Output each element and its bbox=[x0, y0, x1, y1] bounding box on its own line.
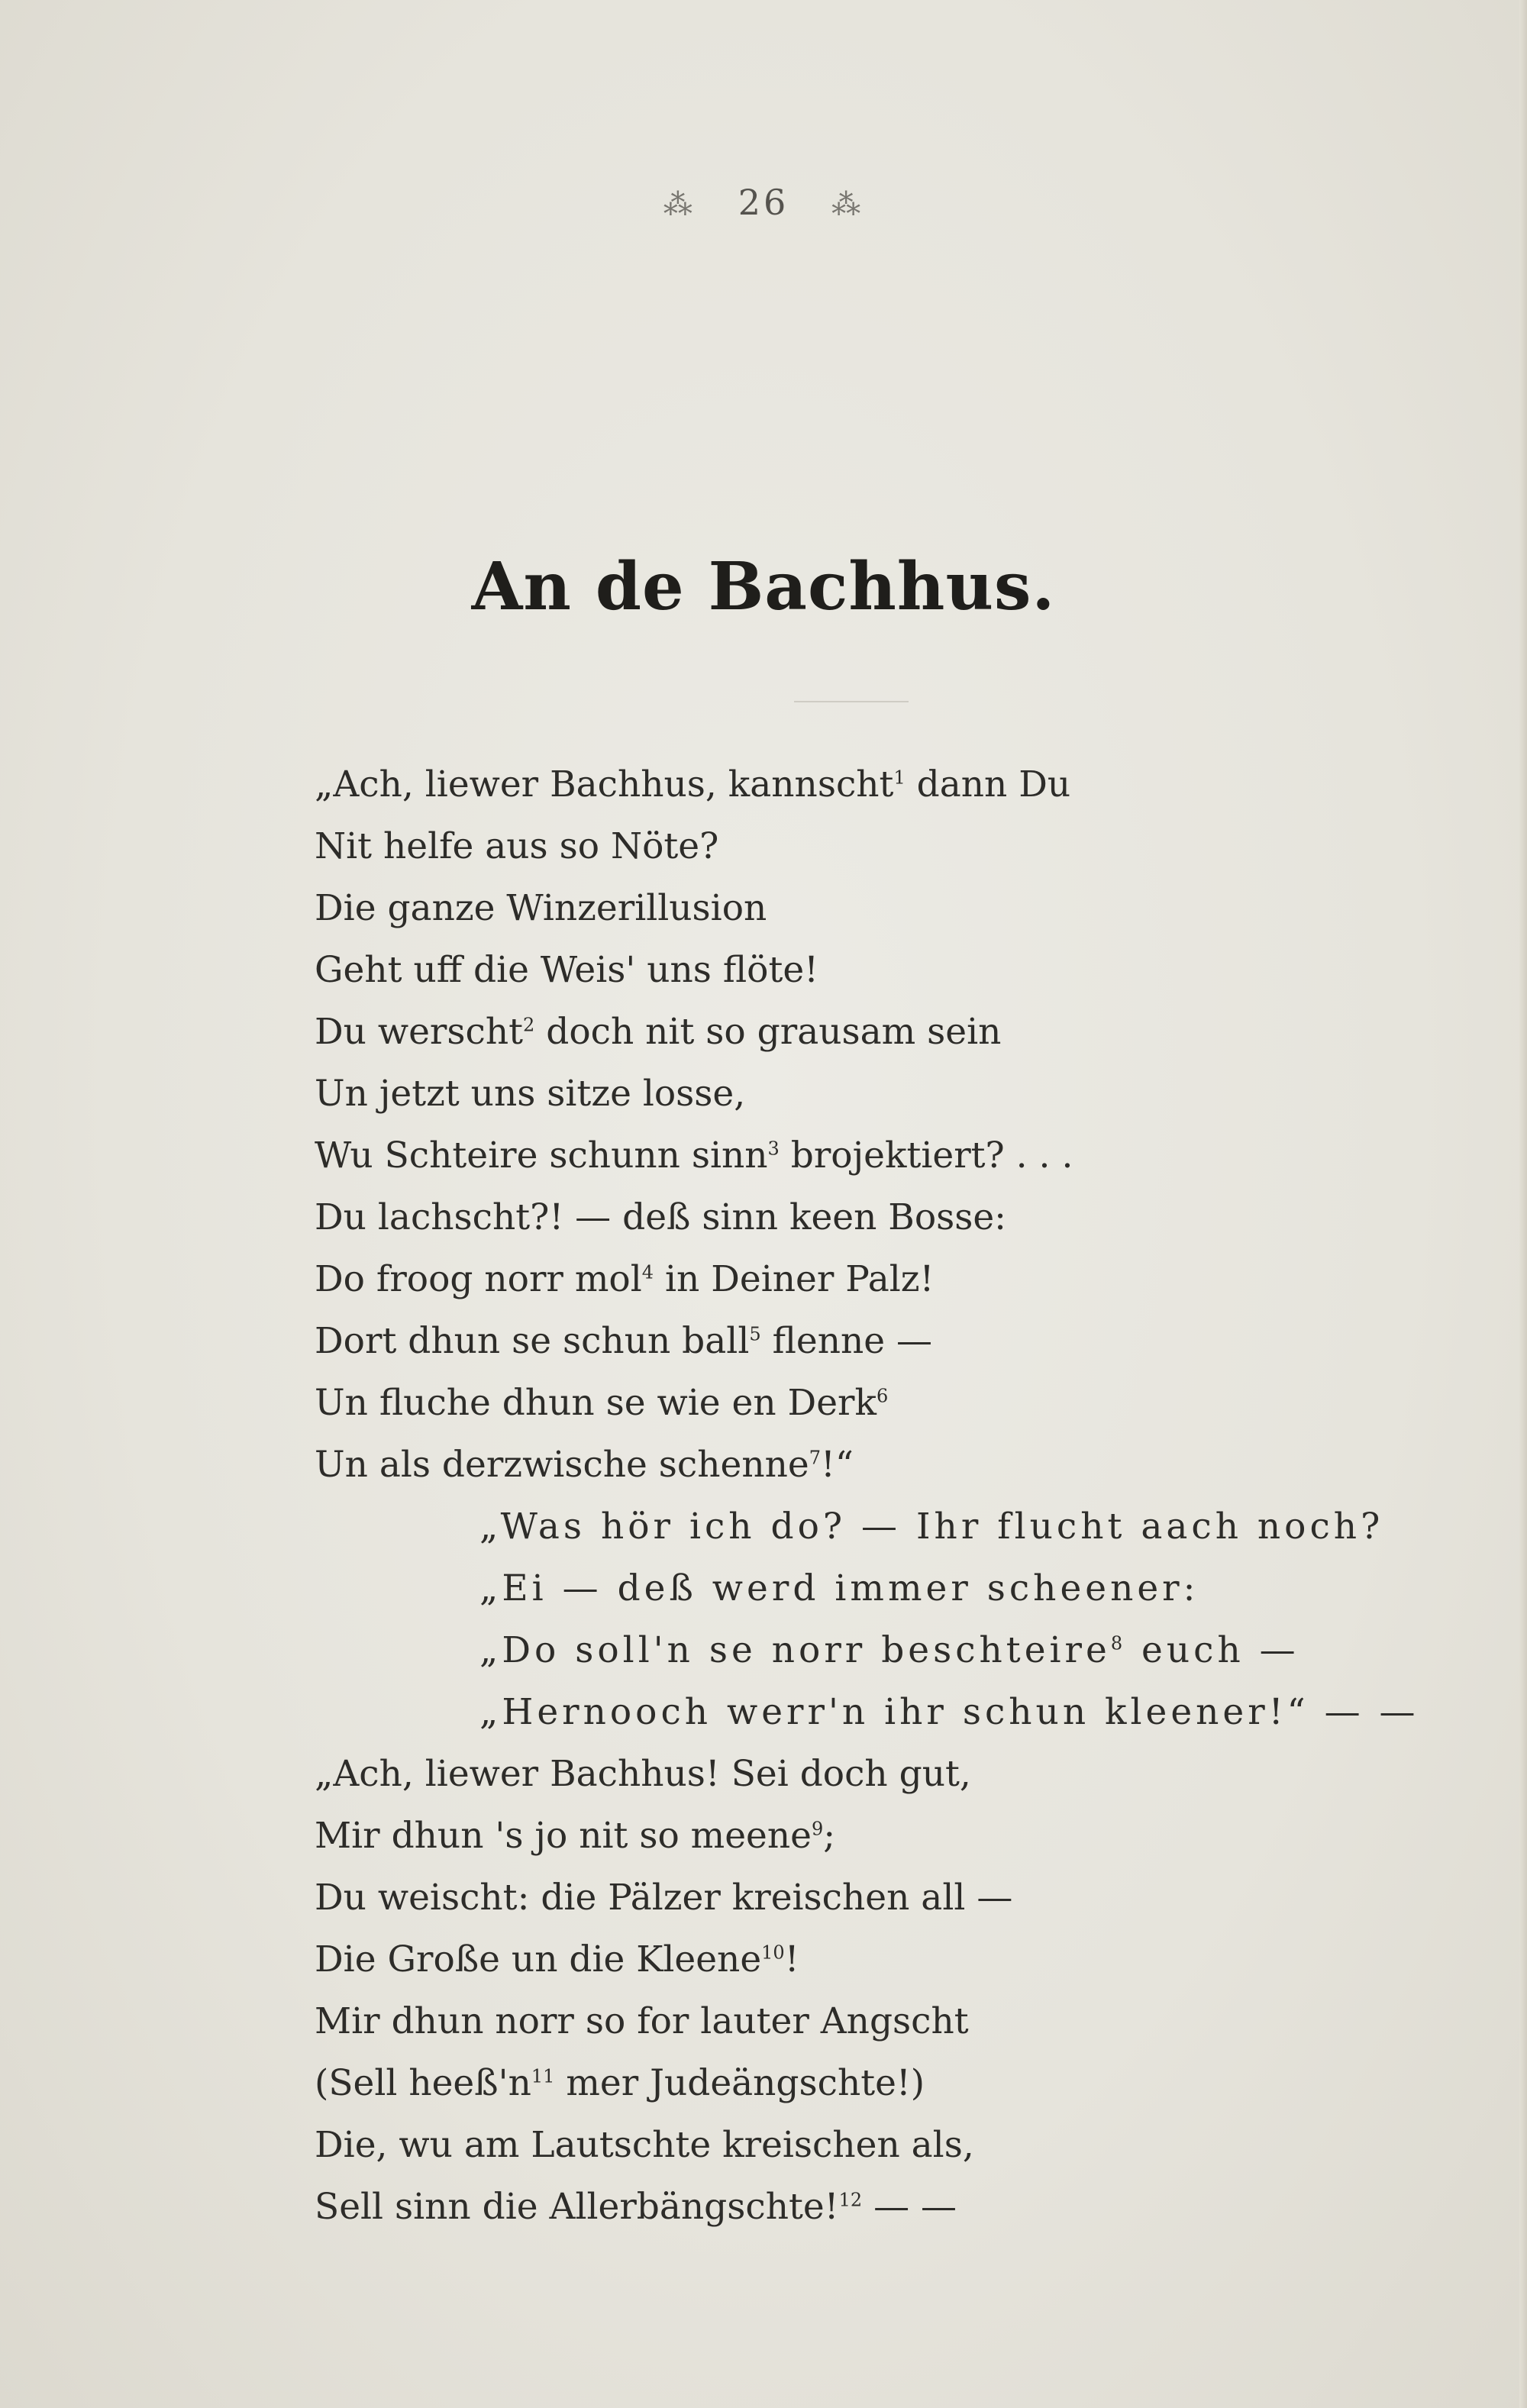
poem-title: An de Bachhus. bbox=[471, 548, 1056, 625]
poem-line-text: Do froog norr mol bbox=[315, 1258, 642, 1300]
footnote-marker: 12 bbox=[838, 2189, 863, 2211]
poem-line-text: Du lachscht?! — deß sinn keen Bosse: bbox=[315, 1196, 1007, 1238]
poem-line-text: Un fluche dhun se wie en Derk bbox=[315, 1382, 876, 1424]
poem-line bbox=[315, 1815, 835, 1857]
footnote-marker: 8 bbox=[1110, 1632, 1127, 1654]
poem-line-text-rest: in Deiner Palz! bbox=[654, 1258, 935, 1300]
footnote-marker: 11 bbox=[531, 2065, 555, 2087]
footnote-marker: 9 bbox=[811, 1818, 824, 1840]
poem-line bbox=[315, 1196, 1006, 1238]
page-number: 26 bbox=[738, 182, 789, 223]
poem-line-text-rest: euch — bbox=[1126, 1629, 1299, 1671]
poem-line bbox=[315, 2124, 974, 2166]
poem-line-text: Wu Schteire schunn sinn bbox=[315, 1135, 768, 1177]
poem-line bbox=[479, 1506, 1383, 1548]
poem-line-text: Die Große un die Kleene bbox=[315, 1938, 762, 1980]
poem-line bbox=[315, 1073, 745, 1115]
poem-line-text: Sell sinn die Allerbängschte! bbox=[315, 2186, 839, 2228]
poem-line-text-rest: ! bbox=[784, 1938, 799, 1980]
poem-line-text: Du weischt: die Pälzer kreischen all — bbox=[315, 1877, 1013, 1919]
poem-line-text: Geht uff die Weis' uns flöte! bbox=[315, 949, 819, 991]
footnote-marker: 5 bbox=[749, 1323, 761, 1345]
poem-line bbox=[315, 825, 718, 867]
poem-line bbox=[315, 1258, 934, 1300]
poem-line-text: Du werscht bbox=[315, 1011, 524, 1053]
poem-line-text: „Ach, liewer Bachhus, kannscht bbox=[315, 763, 894, 805]
poem-line-text-rest: mer Judeängschte!) bbox=[554, 2062, 925, 2104]
ornament-left-icon: ⁂ bbox=[663, 188, 696, 221]
poem-line bbox=[315, 1135, 1073, 1177]
footnote-marker: 10 bbox=[761, 1942, 785, 1964]
title-divider bbox=[794, 701, 909, 702]
poem-line bbox=[479, 1629, 1299, 1671]
poem-line-text: „Hernooch werr'n ihr schun kleener!“ — — bbox=[479, 1691, 1419, 1733]
poem-line bbox=[315, 1382, 888, 1424]
poem-line bbox=[479, 1691, 1419, 1733]
footnote-marker: 1 bbox=[893, 767, 906, 789]
poem-line-text: Un als derzwische schenne bbox=[315, 1444, 809, 1486]
poem-line-text: Die, wu am Lautschte kreischen als, bbox=[315, 2124, 974, 2166]
poem-line-text: „Was hör ich do? — Ihr flucht aach noch? bbox=[479, 1506, 1384, 1548]
poem-line-text: „Do soll'n se norr beschteire bbox=[479, 1629, 1111, 1671]
poem-line-text: Dort dhun se schun ball bbox=[315, 1320, 750, 1362]
poem-line-text-rest: dann Du bbox=[905, 763, 1071, 805]
poem-line bbox=[315, 1444, 854, 1486]
page-edge bbox=[1519, 0, 1527, 2408]
poem-line bbox=[315, 2062, 925, 2104]
footnote-marker: 2 bbox=[523, 1014, 535, 1036]
poem-line-text: „Ei — deß werd immer scheener: bbox=[479, 1567, 1199, 1609]
poem-line bbox=[315, 949, 818, 991]
poem-line-text-rest: brojektiert? . . . bbox=[779, 1135, 1073, 1177]
poem-line bbox=[315, 1320, 932, 1362]
poem-line-text: „Ach, liewer Bachhus! Sei doch gut, bbox=[315, 1753, 971, 1795]
page-number-header bbox=[0, 182, 1527, 223]
footnote-marker: 3 bbox=[767, 1138, 780, 1160]
poem-line-text-rest: doch nit so grausam sein bbox=[534, 1011, 1002, 1053]
poem-line bbox=[315, 1753, 971, 1795]
ornament-right-icon: ⁂ bbox=[831, 188, 864, 221]
poem-line-text-rest: flenne — bbox=[760, 1320, 933, 1362]
poem-line bbox=[315, 763, 1070, 805]
poem-line-text: Mir dhun norr so for lauter Angscht bbox=[315, 2000, 969, 2042]
poem-line bbox=[315, 1938, 799, 1980]
poem-line-text: Nit helfe aus so Nöte? bbox=[315, 825, 719, 867]
poem-line bbox=[315, 2186, 957, 2228]
footnote-marker: 4 bbox=[641, 1261, 654, 1283]
poem-line-text: Die ganze Winzerillusion bbox=[315, 887, 767, 929]
footnote-marker: 6 bbox=[876, 1385, 889, 1407]
poem-line-text: Mir dhun 's jo nit so meene bbox=[315, 1815, 812, 1857]
poem-line bbox=[479, 1567, 1199, 1609]
footnote-marker: 7 bbox=[809, 1447, 821, 1469]
poem-line bbox=[315, 2000, 969, 2042]
poem-line-text-rest: — — bbox=[862, 2186, 957, 2228]
poem-line-text: Un jetzt uns sitze losse, bbox=[315, 1073, 746, 1115]
poem-line-text-rest: !“ bbox=[820, 1444, 854, 1486]
poem-line-text-rest: ; bbox=[823, 1815, 836, 1857]
poem-line-text: (Sell heeß'n bbox=[315, 2062, 531, 2104]
poem-line bbox=[315, 887, 767, 929]
poem-line bbox=[315, 1877, 1012, 1919]
poem-line bbox=[315, 1011, 1001, 1053]
